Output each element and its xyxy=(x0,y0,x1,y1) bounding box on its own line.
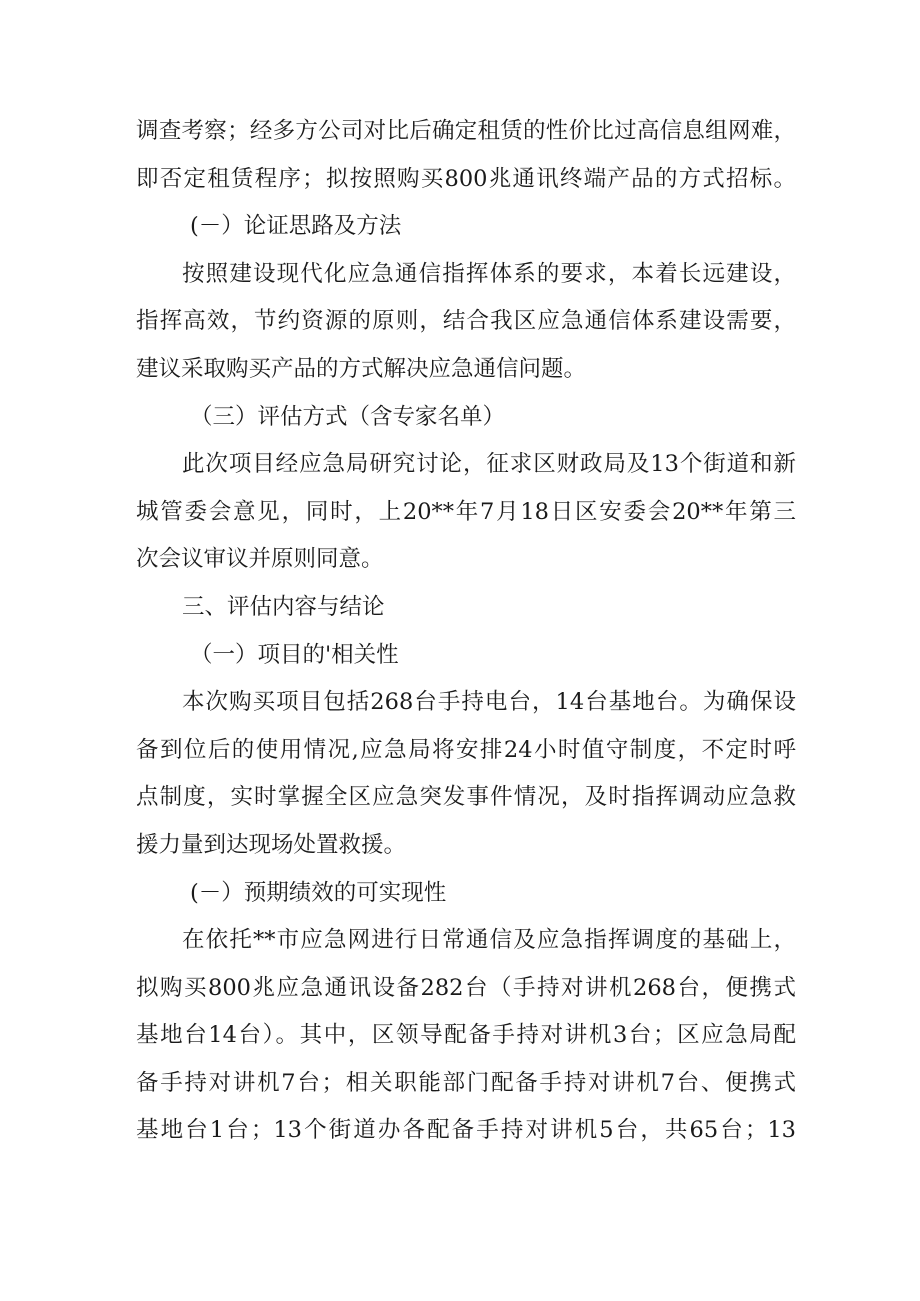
section-heading: (－）预期绩效的可实现性 xyxy=(190,879,447,906)
paragraph-line: 备到位后的使用情况,应急局将安排24小时值守制度，不定时呼 xyxy=(136,736,796,763)
paragraph-line: 在依托**市应急网进行日常通信及应急指挥调度的基础上， xyxy=(182,927,796,954)
document-body xyxy=(136,108,796,1155)
paragraph-line: 调查考察；经多方公司对比后确定租赁的性价比过高信息组网难， xyxy=(136,118,796,144)
section-heading: （一）项目的'相关性 xyxy=(190,641,399,668)
paragraph-line: 点制度，实时掌握全区应急突发事件情况，及时指挥调动应急救 xyxy=(136,784,796,811)
paragraph-line: 次会议审议并原则同意。 xyxy=(136,546,384,573)
paragraph-line: 备手持对讲机7台；相关职能部门配备手持对讲机7台、便携式 xyxy=(136,1069,796,1096)
paragraph-line: 基地台1台；13个街道办各配备手持对讲机5台，共65台；13 xyxy=(136,1117,796,1144)
paragraph-line: 拟购买800兆应急通讯设备282台（手持对讲机268台，便携式 xyxy=(136,974,796,1001)
paragraph-line: 援力量到达现场处置救援。 xyxy=(136,831,407,858)
paragraph-line: 建议采取购买产品的方式解决应急通信问题。 xyxy=(136,355,587,382)
paragraph-line: 本次购买项目包括268台手持电台，14台基地台。为确保设 xyxy=(182,689,796,716)
paragraph-line: 指挥高效，节约资源的原则，结合我区应急通信体系建设需要， xyxy=(136,308,796,335)
section-heading: （三）评估方式（含专家名单） xyxy=(190,403,506,430)
paragraph-line: 城管委会意见，同时，上20**年7月18日区安委会20**年第三 xyxy=(136,498,796,525)
section-heading: (－）论证思路及方法 xyxy=(190,213,402,240)
paragraph-line: 即否定租赁程序；拟按照购买800兆通讯终端产品的方式招标。 xyxy=(136,165,796,192)
paragraph-line: 基地台14台）。其中，区领导配备手持对讲机3台；区应急局配 xyxy=(136,1022,796,1049)
chapter-heading: 三、评估内容与结论 xyxy=(182,593,385,620)
paragraph-line: 此次项目经应急局研究讨论，征求区财政局及13个街道和新 xyxy=(182,451,796,478)
paragraph-line: 按照建设现代化应急通信指挥体系的要求，本着长远建设， xyxy=(182,260,796,287)
